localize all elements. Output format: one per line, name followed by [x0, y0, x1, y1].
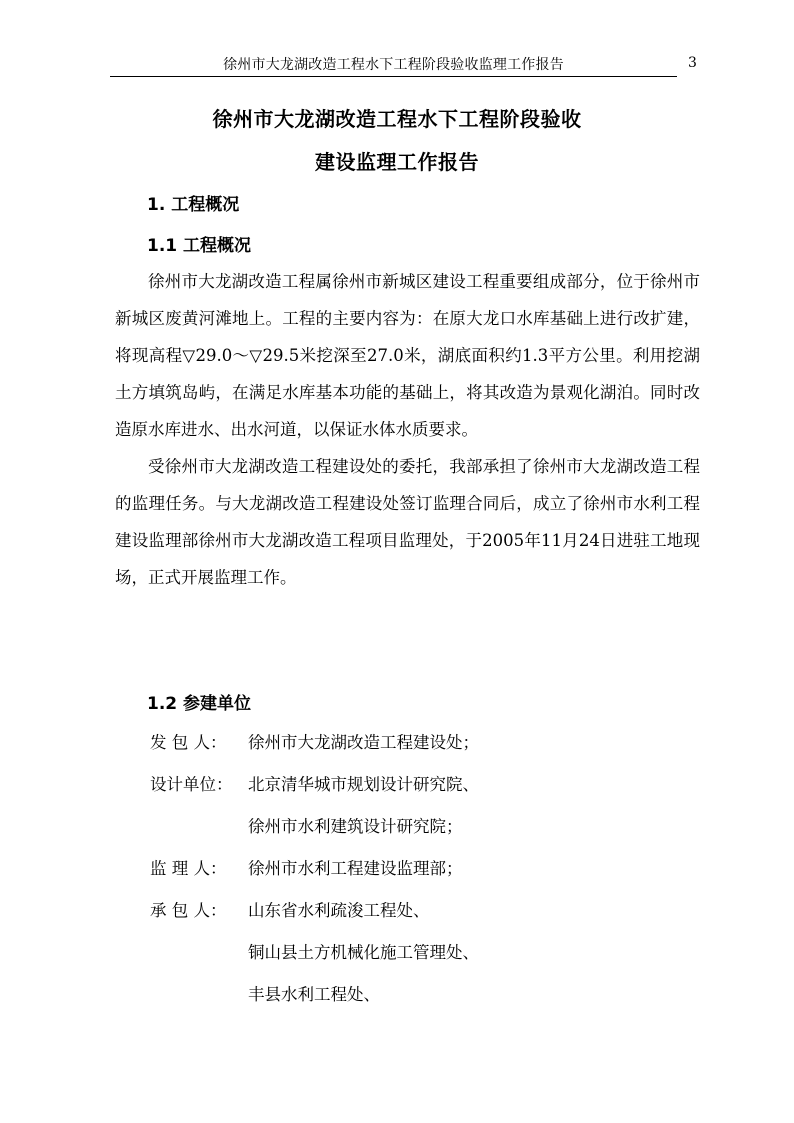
participant-value: 山东省水利疏浚工程处、: [248, 901, 430, 920]
paragraph-commission: 受徐州市大龙湖改造工程建设处的委托，我部承担了徐州市大龙湖改造工程的监理任务。与大龙湖改造工程建设处签订监理合同后，成立了徐州市水利工程建设监理部徐州市大龙湖改造工程项目监理处，于2005年11月24日进驻工地现场，正式开展监理工作。: [115, 457, 700, 587]
section-1-1-body: [115, 263, 700, 596]
participant-row: [150, 981, 380, 1005]
participant-label: 设计单位：: [150, 775, 233, 794]
header-title: 徐州市大龙湖改造工程水下工程阶段验收监理工作报告: [223, 57, 564, 73]
page-header: [110, 52, 677, 77]
participant-label: 监 理 人：: [150, 859, 227, 878]
participant-row: [150, 855, 463, 879]
participant-label: 发 包 人：: [150, 733, 227, 752]
section-heading-1-1: 1.1 工程概况: [147, 236, 252, 256]
participant-row: [150, 897, 430, 921]
page-number: 3: [688, 55, 697, 71]
participant-row: [150, 813, 463, 837]
participant-value: 徐州市水利建筑设计研究院；: [248, 817, 463, 836]
participant-value: 丰县水利工程处、: [248, 985, 380, 1004]
participant-value: 徐州市大龙湖改造工程建设处；: [248, 733, 479, 752]
section-heading-1: 1. 工程概况: [147, 195, 240, 215]
participant-row: [150, 771, 479, 795]
participant-value: 铜山县土方机械化施工管理处、: [248, 943, 479, 962]
participant-row: [150, 939, 479, 963]
participant-value: 徐州市水利工程建设监理部；: [248, 859, 463, 878]
participant-value: 北京清华城市规划设计研究院、: [248, 775, 479, 794]
participant-label: 承 包 人：: [150, 901, 227, 920]
document-title-line1: 徐州市大龙湖改造工程水下工程阶段验收: [212, 107, 582, 131]
document-title-line2: 建设监理工作报告: [315, 150, 479, 174]
section-heading-1-2: 1.2 参建单位: [147, 694, 252, 714]
participant-row: [150, 729, 479, 753]
paragraph-overview: 徐州市大龙湖改造工程属徐州市新城区建设工程重要组成部分，位于徐州市新城区废黄河滩地上。工程的主要内容为：在原大龙口水库基础上进行改扩建，将现高程▽29.0～▽29.5米挖深至27.0米，湖底面积约1.3平方公里。利用挖湖土方填筑岛屿，在满足水库基本功能的基础上，将其改造为景观化湖泊。同时改造原水库进水、出水河道，以保证水体水质要求。: [115, 272, 700, 439]
